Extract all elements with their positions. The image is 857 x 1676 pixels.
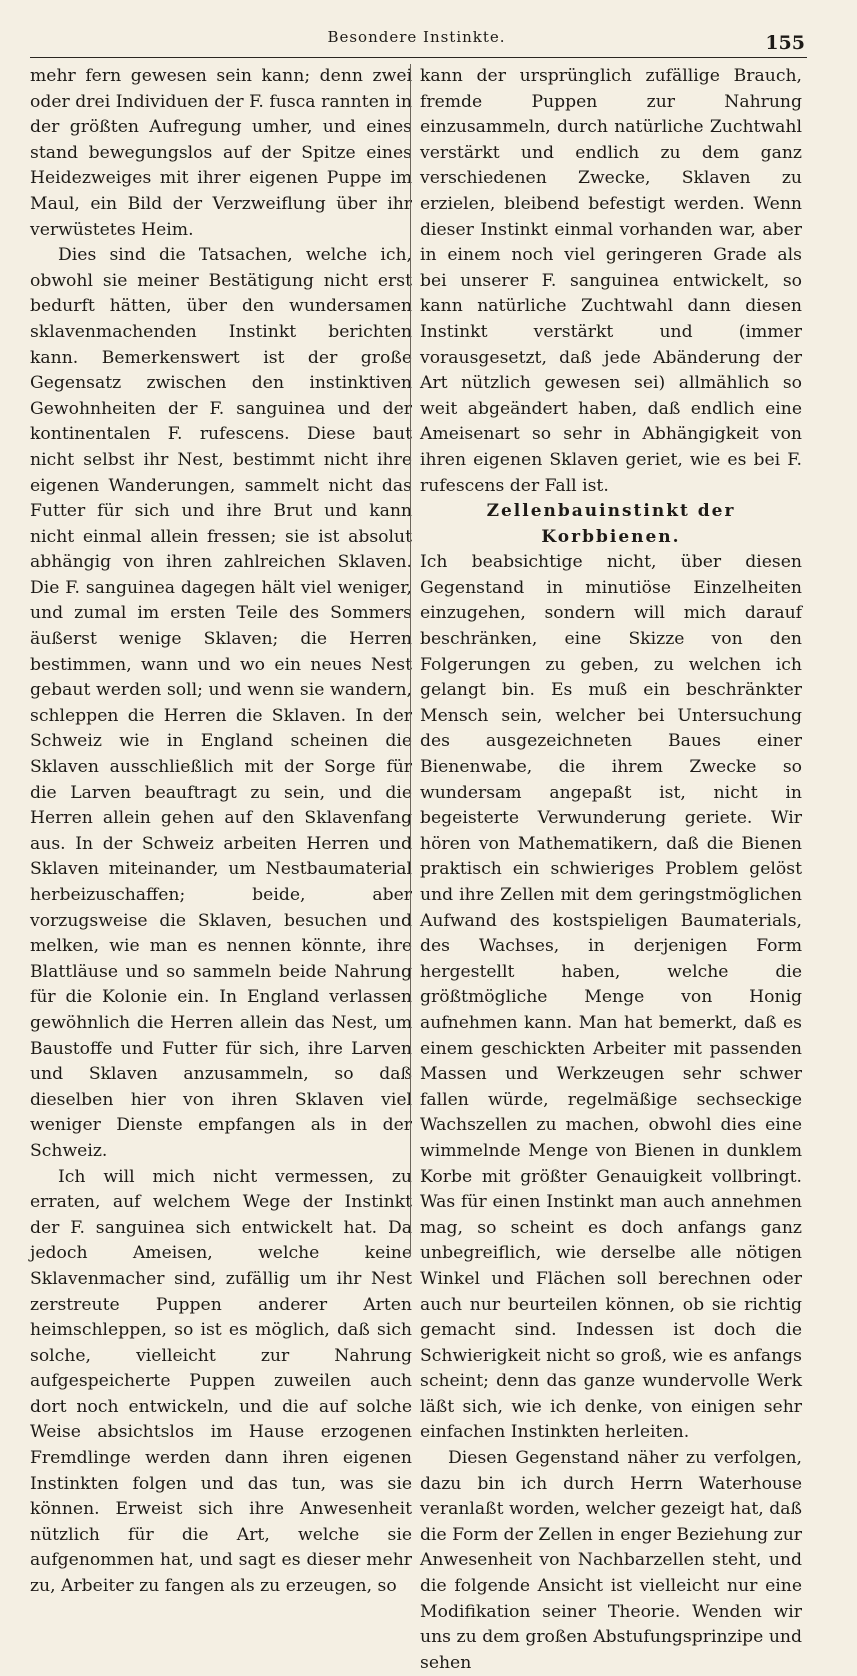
left-column [30, 64, 412, 1600]
paragraph-continued: mehr fern gewesen sein kann; denn zwei oder drei Individuen der F. fusca rannten in der größten Aufregung umher, und eines stand bewegungslos auf der Spitze eines Heidezweiges mit ihrer eigenen Puppe im Maul, ein Bild der Verzweiflung über ihr verwüstetes Heim. [30, 66, 412, 240]
running-title: Besondere Instinkte. [327, 28, 506, 46]
paragraph-bienenwabe: Ich beabsichtige nicht, über diesen Gegenstand in minutiöse Einzelheiten einzugehen, sondern will mich darauf beschränken, eine Skizze von den Folgerungen zu geben, zu welchen ich gelangt bin. Es muß ein beschränkter Mensch sein, welcher bei Untersuchung des ausgezeichneten Baues einer Bienenwabe, die ihrem Zwecke so wundersam angepaßt ist, nicht in begeisterte Verwunderung geriete. Wir hören von Mathematikern, daß die Bienen praktisch ein schwieriges Problem gelöst und ihre Zellen mit dem geringstmöglichen Aufwand des kostspieligen Baumaterials, des Wachses, in derjenigen Form hergestellt haben, welche die größtmögliche Menge von Honig aufnehmen kann. Man hat bemerkt, daß es einem geschickten Arbeiter mit passenden Massen und Werkzeugen sehr schwer fallen würde, regelmäßige sechseckige Wachszellen zu machen, obwohl dies eine wimmelnde Menge von Bienen in dunklem Korbe mit größter Genauigkeit vollbringt. Was für einen Instinkt man auch annehmen mag, so scheint es doch anfangs ganz unbegreiflich, wie derselbe alle nötigen Winkel und Flächen soll berechnen oder auch nur beurteilen können, ob sie richtig gemacht sind. Indessen ist doch die Schwierigkeit nicht so groß, wie es anfangs scheint; denn das ganze wundervolle Werk läßt sich, wie ich denke, von einigen sehr einfachen Instinkten herleiten. [420, 552, 802, 1443]
paragraph-waterhouse: Diesen Gegenstand näher zu verfolgen, dazu bin ich durch Herrn Waterhouse veranlaßt worden, welcher gezeigt hat, daß die Form der Zellen in enger Beziehung zur Anwesenheit von Nachbarzellen steht, und die folgende Ansicht ist vielleicht nur eine Modifikation seiner Theorie. Wenden wir uns zu dem großen Abstufungsprinzipe und sehen [420, 1448, 802, 1673]
paragraph-zuchtwahl: kann der ursprünglich zufällige Brauch, fremde Puppen zur Nahrung einzusammeln, durch natürliche Zuchtwahl verstärkt und endlich zu dem ganz verschiedenen Zwecke, Sklaven zu erzielen, bleibend befestigt werden. Wenn dieser Instinkt einmal vorhanden war, aber in einem noch viel geringeren Grade als bei unserer F. sanguinea entwickelt, so kann natürliche Zuchtwahl dann diesen Instinkt verstärkt und (immer vorausgesetzt, daß jede Abänderung der Art nützlich gewesen sei) allmählich so weit abgeändert haben, daß endlich eine Ameisenart so sehr in Abhängigkeit von ihren eigenen Sklaven geriet, wie es bei F. rufescens der Fall ist. [420, 66, 802, 496]
right-column [420, 64, 802, 1676]
paragraph-entwicklung: Ich will mich nicht vermessen, zu erraten, auf welchem Wege der Instinkt der F. sanguinea sich entwickelt hat. Da jedoch Ameisen, welche keine Sklavenmacher sind, zufällig um ihr Nest zerstreute Puppen anderer Arten heimschleppen, so ist es möglich, daß sich solche, vielleicht zur Nahrung aufgespeicherte Puppen zuweilen auch dort noch entwickeln, und die auf solche Weise absichtslos im Hause erzogenen Fremdlinge werden dann ihren eigenen Instinkten folgen und das tun, was sie können. Erweist sich ihre Anwesenheit nützlich für die Art, welche sie aufgenommen hat, und sagt es dieser mehr zu, Arbeiter zu fangen als zu erzeugen, so [30, 1166, 412, 1597]
section-heading: Zellenbauinstinkt der Korbbienen. [486, 501, 736, 547]
page-number: 155 [765, 32, 805, 54]
running-head [28, 20, 805, 54]
column-divider [410, 64, 411, 1256]
header-rule [30, 57, 807, 58]
paragraph-tatsachen: Dies sind die Tatsachen, welche ich, obwohl sie meiner Bestätigung nicht erst bedurft hätten, über den wundersamen sklavenmachenden Instinkt berichten kann. Bemerkenswert ist der große Gegensatz zwischen den instinktiven Gewohnheiten der F. sanguinea und der kontinentalen F. rufescens. Diese baut nicht selbst ihr Nest, bestimmt nicht ihre eigenen Wanderungen, sammelt nicht das Futter für sich und ihre Brut und kann nicht einmal allein fressen; sie ist absolut abhängig von ihren zahlreichen Sklaven. Die F. sanguinea dagegen hält viel weniger, und zumal im ersten Teile des Sommers äußerst wenige Sklaven; die Herren bestimmen, wann und wo ein neues Nest gebaut werden soll; und wenn sie wandern, schleppen die Herren die Sklaven. In der Schweiz wie in England scheinen die Sklaven ausschließlich mit der Sorge für die Larven beauftragt zu sein, und die Herren allein gehen auf den Sklavenfang aus. In der Schweiz arbeiten Herren und Sklaven miteinander, um Nestbaumaterial herbeizuschaffen; beide, aber vorzugsweise die Sklaven, besuchen und melken, wie man es nennen könnte, ihre Blattläuse und so sammeln beide Nahrung für die Kolonie ein. In England verlassen gewöhnlich die Herren allein das Nest, um Baustoffe und Futter für sich, ihre Larven und Sklaven anzusammeln, so daß dieselben hier von ihren Sklaven viel weniger Dienste empfangen als in der Schweiz. [30, 245, 412, 1161]
